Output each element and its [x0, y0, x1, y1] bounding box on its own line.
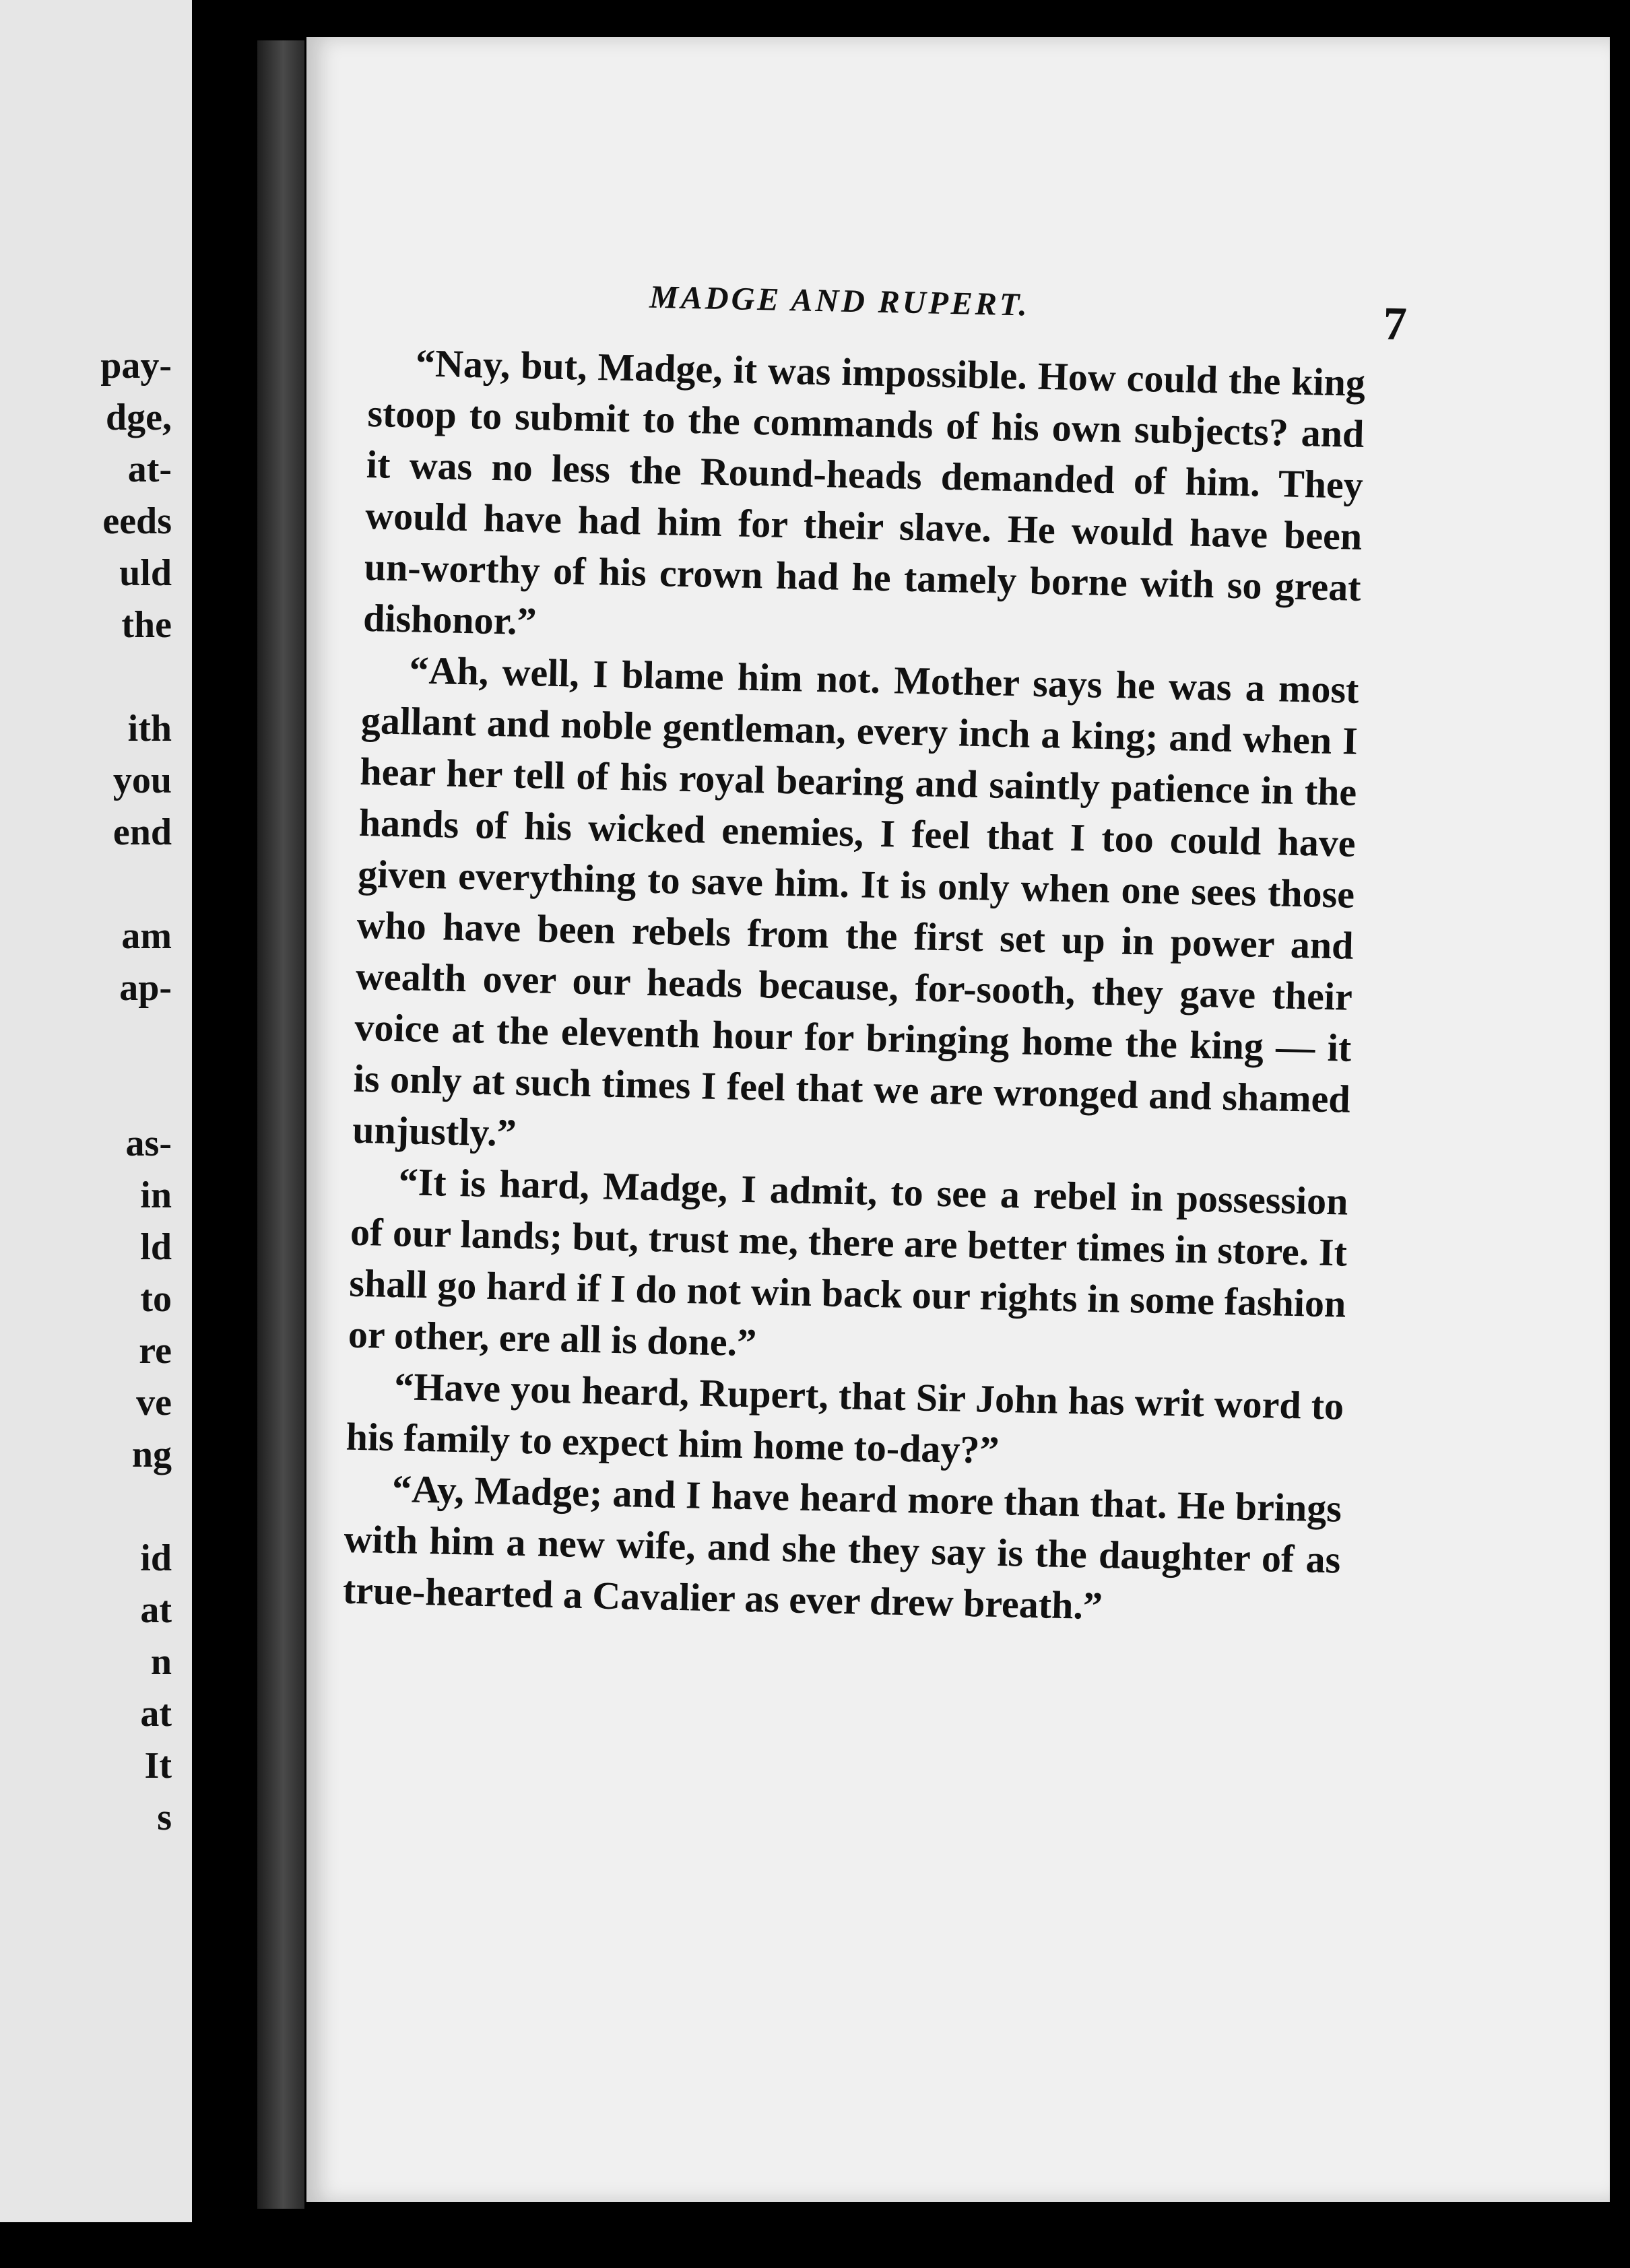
page-number: 7: [1382, 298, 1408, 351]
facing-line: id: [140, 1537, 172, 1579]
facing-line: re: [139, 1330, 172, 1372]
facing-page-text: [100, 340, 172, 1844]
facing-line: at: [140, 1693, 172, 1735]
facing-page: [0, 0, 192, 2222]
paragraph: “Ah, well, I blame him not. Mother says he was a most gallant and noble gentleman, every inch a king; and when I hear her tell of his royal bearing and saintly patience in the hands of his wicked enemies, I feel that I too could have given everything to save him. It is only when one sees those who have been rebels from the first set up in power and wealth over our heads because, for-sooth, they gave their voice at the eleventh hour for bringing home the king — it is only at such times I feel that we are wronged and shamed unjustly.”: [352, 648, 1360, 1155]
book-spine: [192, 0, 253, 2268]
facing-line: [100, 651, 172, 703]
facing-line: ve: [136, 1382, 172, 1424]
facing-line: [100, 1481, 172, 1533]
facing-line: ap-: [119, 967, 172, 1009]
running-head: [369, 273, 1408, 351]
facing-line: s: [157, 1797, 172, 1838]
facing-line: eeds: [102, 500, 172, 542]
facing-line: ith: [127, 708, 172, 749]
facing-line: [100, 1066, 172, 1118]
facing-line: dge,: [106, 397, 172, 438]
facing-line: the: [121, 604, 172, 646]
facing-line: you: [112, 760, 172, 801]
facing-line: at-: [127, 448, 172, 490]
book-page: [306, 37, 1610, 2202]
facing-line: uld: [119, 552, 172, 594]
facing-line: It: [144, 1745, 172, 1787]
page-content: [342, 273, 1408, 1628]
paragraph: “Nay, but, Madge, it was impossible. How could the king stoop to submit to the commands of his own subjects? and it was no less the Round-heads demanded of him. They would have had him for their slave. He would have been un-worthy of his crown had he tamely borne with so great dishonor.”: [362, 341, 1366, 644]
spine-shadow: [257, 40, 304, 2209]
facing-line: end: [112, 811, 172, 853]
facing-line: as-: [125, 1123, 172, 1164]
paragraph: “It is hard, Madge, I admit, to see a rebel in possession of our lands; but, trust me, there are better times in store. It shall go hard if I do not win back our rights in some fashion or other, ere all is done.”: [348, 1160, 1349, 1365]
facing-line: ng: [131, 1434, 172, 1475]
paragraph: “Have you heard, Rupert, that Sir John has writ word to his family to expect him home to-day?”: [346, 1364, 1344, 1472]
facing-line: [100, 1014, 172, 1066]
facing-line: in: [140, 1174, 172, 1216]
facing-line: to: [140, 1278, 172, 1320]
facing-line: at: [140, 1589, 172, 1631]
facing-line: n: [150, 1641, 172, 1683]
facing-line: pay-: [100, 345, 172, 387]
paragraph: “Ay, Madge; and I have heard more than that. He brings with him a new wife, and she they say is the daughter of as true-hearted a Cavalier as ever drew breath.”: [342, 1467, 1342, 1628]
running-title: MADGE AND RUPERT.: [649, 279, 1031, 323]
facing-line: am: [121, 915, 172, 957]
body-text: [342, 337, 1365, 1637]
facing-line: ld: [140, 1226, 172, 1268]
facing-line: [100, 859, 172, 910]
